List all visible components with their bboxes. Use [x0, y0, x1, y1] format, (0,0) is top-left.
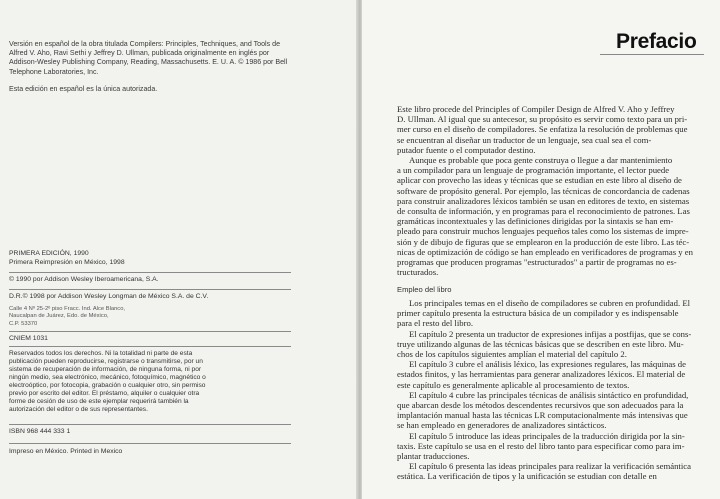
- text-line: publicación pueden reproducirse, registrarse o transmitirse, por un: [9, 358, 203, 366]
- text-line: Naucalpan de Juárez, Edo. de México,: [9, 313, 109, 320]
- divider: [9, 424, 291, 425]
- text-line: programas que producen programas "estructurados" a partir de programas no es-: [397, 257, 677, 268]
- text-line: autorización del editor o de sus representantes.: [9, 406, 148, 414]
- text-line: para construir analizadores léxicos también se usan en editores de texto, en sistemas: [397, 195, 690, 206]
- text-line: PRIMERA EDICIÓN, 1990: [9, 250, 89, 257]
- preface-section-text: [397, 298, 703, 482]
- text-line: Los principales temas en el diseño de compiladores se cubren en profundidad. El: [409, 298, 691, 308]
- text-line: se encuentran al diseñar un traductor de un lenguaje, sea cual sea el com-: [397, 134, 652, 145]
- copyright-1990: © 1990 por Addison Wesley Iberoamericana, S.A.: [9, 276, 159, 283]
- publisher-address: [9, 306, 294, 328]
- text-line: sistema de recuperación de información, de ninguna forma, ni por: [9, 366, 202, 374]
- text-line: Versión en español de la obra titulada Compilers: Principles, Techniques, and Tools de: [9, 40, 281, 48]
- text-line: chos de los capítulos siguientes amplían el material del capítulo 2.: [397, 349, 627, 360]
- preface-paragraph-2: [397, 155, 703, 277]
- text-line: este capítulo es generalmente aplicable al procesamiento de textos.: [397, 379, 630, 390]
- text-line: Alfred V. Aho, Ravi Sethi y Jeffrey D. Ullman, publicada originalmente en inglés por: [9, 49, 270, 58]
- text-line: aplicar con provecho las ideas y técnicas que se estudian en este libro al diseño de: [397, 175, 682, 186]
- divider: [9, 272, 291, 273]
- text-line: tructurados.: [397, 267, 439, 278]
- text-line: truye utilizando algunas de las técnicas básicas que se describen en este libro. Mu-: [397, 338, 684, 349]
- isbn: ISBN 968 444 333 1: [9, 428, 71, 435]
- text-line: previo por escrito del editor. El préstamo, alquiler o cualquier otra: [9, 390, 200, 398]
- printed-in-note: Impreso en México. Printed in Mexico: [9, 448, 123, 455]
- text-line: pleado para construir muchos lenguajes pequeños tales como los sistemas de impre-: [397, 226, 689, 237]
- text-line: nicas de optimización de código se han empleado en verificadores de programas y en: [397, 246, 693, 257]
- divider: [9, 289, 291, 290]
- divider: [9, 331, 291, 332]
- text-line: sión y de dibujo de figuras que se emplearon en la producción de este libro. Las téc-: [397, 236, 690, 247]
- text-line: taxis. Este capítulo se usa en el resto del libro tanto para especificar como para im-: [397, 440, 685, 451]
- text-line: estática. La verificación de tipos y la unificación se estudian con detalle en: [397, 471, 657, 482]
- chapter-title: Prefacio: [616, 30, 697, 53]
- text-line: ningún medio, sea electrónico, mecánico, fotoquímico, magnético o: [9, 374, 206, 382]
- text-line: El capítulo 2 presenta un traductor de expresiones infijas a postfijas, que se cons-: [409, 328, 692, 339]
- text-line: electroóptico, por fotocopia, grabación o cualquier otro, sin permiso: [9, 382, 206, 390]
- preface-paragraph-1: [397, 104, 703, 155]
- authorized-edition-note: Esta edición en español es la única autorizada.: [9, 85, 158, 93]
- text-line: C.P. 53370: [9, 320, 38, 327]
- text-line: gramáticas incontextuales y las definiciones dirigidas por la sintaxis se han em-: [397, 216, 674, 227]
- text-line: El capítulo 3 cubre el análisis léxico, las expresiones regulares, las máquinas de: [409, 359, 686, 370]
- text-line: D. Ullman. Al igual que su antecesor, su propósito es servir como texto para un pri-: [397, 114, 688, 125]
- text-line: Este libro procede del Principles of Compiler Design de Alfred V. Aho y Jeffrey: [397, 104, 675, 114]
- text-line: mer curso en el diseño de compiladores. Se enfatiza la resolución de problemas que: [397, 124, 688, 135]
- divider: [9, 443, 291, 444]
- text-line: que abarcan desde los métodos descendentes recursivos que son adecuados para la: [397, 400, 684, 411]
- text-line: para el resto del libro.: [397, 318, 473, 329]
- text-line: El capítulo 4 cubre las principales técnicas de análisis sintáctico en profundidad,: [409, 389, 689, 400]
- text-line: Primera Reimpresión en México, 1998: [9, 258, 125, 266]
- text-line: forme de cesión de uso de este ejemplar requerirá también la: [9, 398, 189, 406]
- text-line: de consulta de información, y en programas para el reconocimiento de patrones. Las: [397, 206, 690, 217]
- text-line: Addison-Wesley Publishing Company, Reading, Massachusetts. E. U. A. © 1986 por Bell: [9, 58, 288, 67]
- edition-info: [9, 250, 294, 267]
- text-line: a un compilador para un lenguaje de programación importante, el lector puede: [397, 165, 670, 176]
- cniem-number: CNIEM 1031: [9, 335, 48, 342]
- text-line: se han empleado en generadores de analizadores sintácticos.: [397, 420, 607, 431]
- text-line: plantar traducciones.: [397, 451, 470, 462]
- rights-notice: [9, 350, 294, 414]
- divider: [9, 346, 291, 347]
- translation-credits: [9, 40, 294, 77]
- text-line: implantación manual hasta las técnicas LR computacionalmente más intensivas que: [397, 410, 688, 421]
- text-line: Reservados todos los derechos. Ni la totalidad ni parte de esta: [9, 350, 193, 357]
- text-line: Telephone Laboratories, Inc.: [9, 67, 99, 76]
- text-line: software de propósito general. Por ejemplo, las técnicas de concordancia de cadenas: [397, 185, 690, 196]
- section-heading: Empleo del libro: [397, 285, 452, 294]
- text-line: El capítulo 5 introduce las ideas principales de la traducción dirigida por la sin-: [409, 430, 685, 441]
- text-line: Aunque es probable que poca gente construya o llegue a dar mantenimiento: [409, 155, 673, 165]
- text-line: Calle 4 Nº 25-2º piso Fracc. Ind. Alce Blanco,: [9, 306, 126, 312]
- copyright-1998: D.R.© 1998 por Addison Wesley Longman de México S.A. de C.V.: [9, 293, 209, 300]
- text-line: primer capítulo presenta la estructura básica de un compilador y es indispensable: [397, 308, 679, 319]
- text-line: El capítulo 6 presenta las ideas principales para realizar la verificación semántica: [409, 461, 691, 472]
- text-line: estados finitos, y las herramientas para generar analizadores léxicos. El material de: [397, 369, 686, 380]
- text-line: putador fuente o el computador destino.: [397, 144, 536, 155]
- title-rule: [600, 54, 704, 55]
